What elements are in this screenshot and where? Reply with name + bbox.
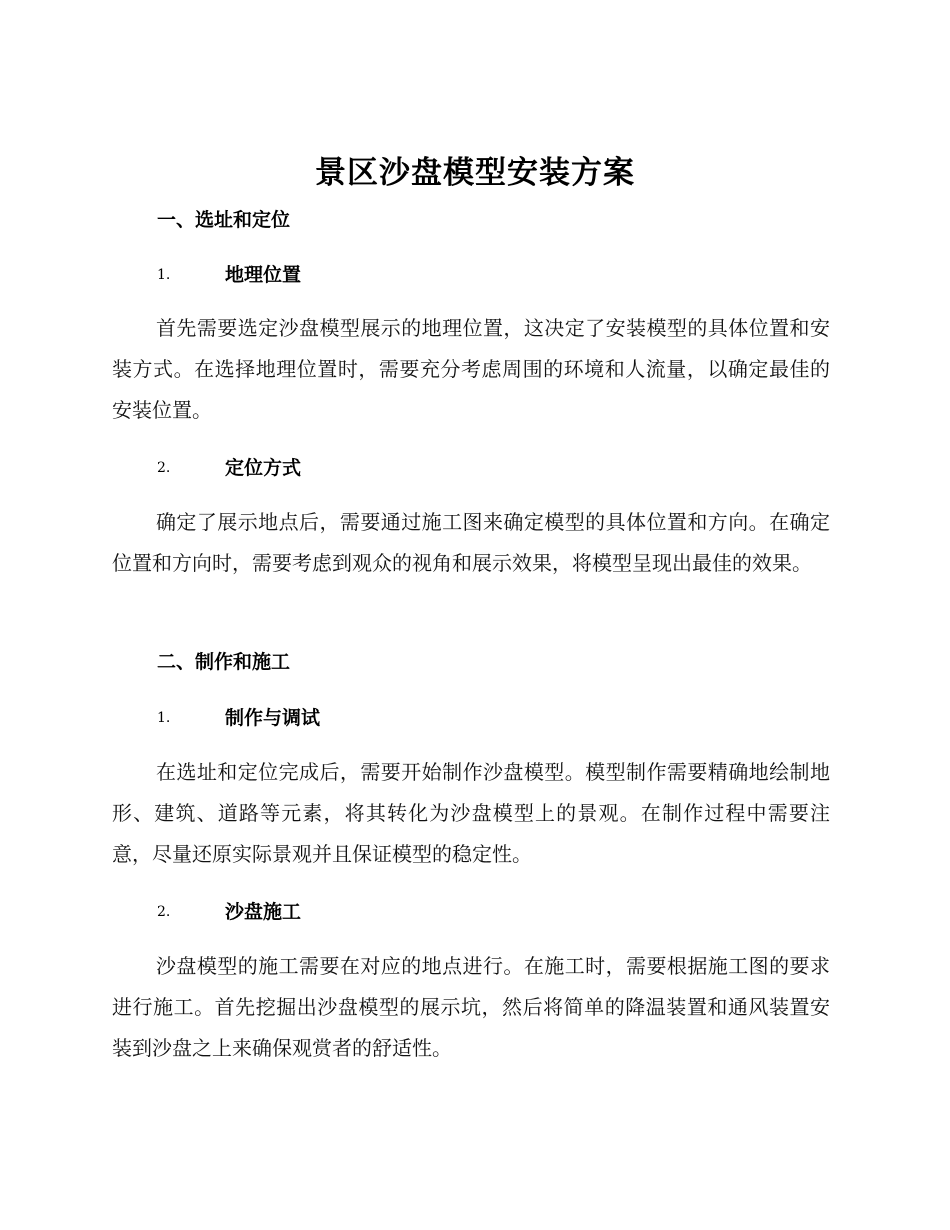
subsection-title: 定位方式 bbox=[225, 457, 302, 479]
section-heading-1: 一、选址和定位 bbox=[157, 209, 291, 231]
subsection-title: 制作与调试 bbox=[225, 707, 321, 729]
subsection-number: 2. bbox=[157, 460, 171, 476]
paragraph-2-1: 在选址和定位完成后，需要开始制作沙盘模型。模型制作需要精确地绘制地形、建筑、道路等元素，将其转化为沙盘模型上的景观。在制作过程中需要注意，尽量还原实际景观并且保证模型的稳定性。 bbox=[112, 760, 830, 866]
document-title: 景区沙盘模型安装方案 bbox=[315, 155, 635, 191]
paragraph-2-2: 沙盘模型的施工需要在对应的地点进行。在施工时，需要根据施工图的要求进行施工。首先挖掘出沙盘模型的展示坑，然后将简单的降温装置和通风装置安装到沙盘之上来确保观赏者的舒适性。 bbox=[112, 954, 830, 1060]
subsection-title: 地理位置 bbox=[225, 264, 302, 286]
paragraph-1-2: 确定了展示地点后，需要通过施工图来确定模型的具体位置和方向。在确定位置和方向时，需要考虑到观众的视角和展示效果，将模型呈现出最佳的效果。 bbox=[112, 510, 830, 575]
subsection-number: 2. bbox=[157, 904, 171, 920]
subsection-number: 1. bbox=[157, 710, 171, 726]
section-heading-2: 二、制作和施工 bbox=[157, 651, 291, 673]
subsection-title: 沙盘施工 bbox=[225, 901, 302, 923]
paragraph-1-1: 首先需要选定沙盘模型展示的地理位置，这决定了安装模型的具体位置和安装方式。在选择地理位置时，需要充分考虑周围的环境和人流量，以确定最佳的安装位置。 bbox=[112, 316, 830, 422]
subsection-number: 1. bbox=[157, 267, 171, 283]
